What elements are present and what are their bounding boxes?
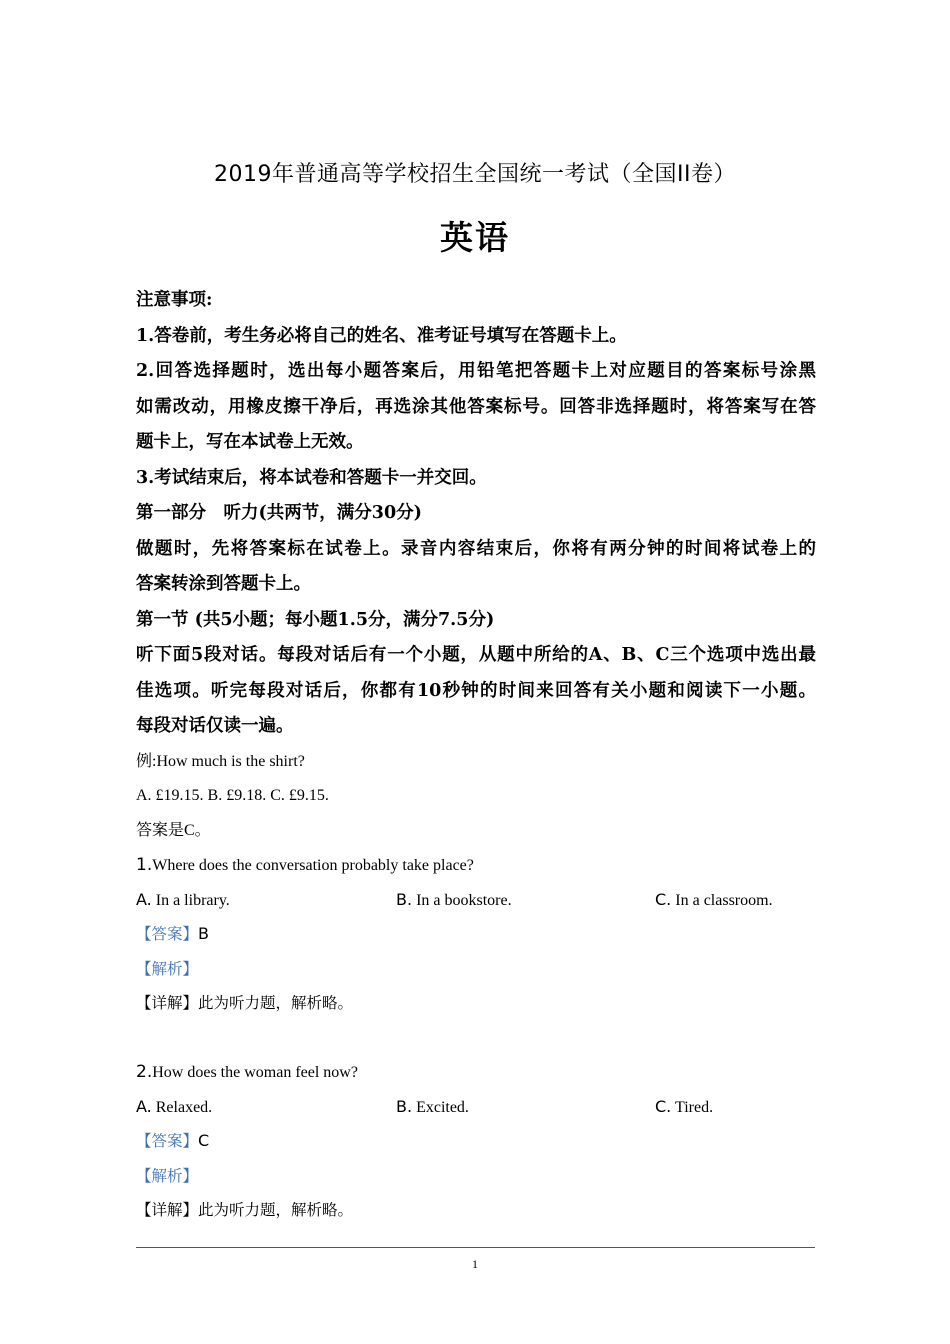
analysis-tag: 【解析】 <box>136 1166 199 1185</box>
question-1 <box>136 848 816 883</box>
answer-tag: 【答案】 <box>136 925 199 943</box>
detail-tag: 【详解】 <box>136 1201 199 1219</box>
detail-text: 此为听力题，解析略。 <box>198 1201 354 1219</box>
page-number: 1 <box>472 1257 478 1271</box>
option-a: A. In a library. <box>136 889 230 909</box>
part1-instruction-line-1: 做题时，先将答案标在试卷上。录音内容结束后，你将有两分钟的时间将试卷上的 <box>136 538 816 559</box>
footer-divider <box>136 1247 815 1248</box>
question-1-analysis <box>136 952 816 987</box>
question-2-detail <box>136 1193 816 1228</box>
notes-heading: 注意事项: <box>136 290 213 310</box>
option-b: B. Excited. <box>396 1096 469 1116</box>
spacer <box>136 1021 816 1056</box>
example-question: 例:How much is the shirt? <box>136 752 305 770</box>
question-text: How does the woman feel now? <box>152 1064 358 1081</box>
question-text: Where does the conversation probably take place? <box>152 857 474 874</box>
part1-instruction-line-2: 答案转涂到答题卡上。 <box>136 574 311 594</box>
notes-item-1: 1.答卷前，考生务必将自己的姓名、准考证号填写在答题卡上。 <box>136 325 627 346</box>
detail-text: 此为听力题，解析略。 <box>198 994 354 1012</box>
analysis-tag: 【解析】 <box>136 959 199 978</box>
page-content <box>136 283 816 1228</box>
section1-instruction-line-1: 听下面5段对话。每段对话后有一个小题，从题中所给的A、B、C三个选项中选出最 <box>136 645 816 665</box>
notes-item-3: 3.考试结束后，将本试卷和答题卡一并交回。 <box>136 467 487 488</box>
detail-tag: 【详解】 <box>136 994 199 1012</box>
subject-title: 英语 <box>440 218 510 257</box>
option-c: C. In a classroom. <box>655 889 773 909</box>
answer-value: C <box>198 1131 210 1150</box>
answer-value: B <box>198 924 209 943</box>
option-a: A. Relaxed. <box>136 1096 213 1116</box>
option-b: B. In a bookstore. <box>396 889 512 909</box>
part1-heading: 第一部分 听力(共两节，满分30分) <box>136 503 422 523</box>
question-2-analysis <box>136 1159 816 1194</box>
question-1-detail <box>136 986 816 1021</box>
section1-heading: 第一节 (共5小题；每小题1.5分，满分7.5分) <box>136 609 495 630</box>
example-answer: 答案是C。 <box>136 821 211 839</box>
notes-item-2-line-3: 题卡上，写在本试卷上无效。 <box>136 432 364 452</box>
question-number: 1. <box>136 855 153 875</box>
notes-item-2-line-2: 如需改动，用橡皮擦干净后，再选涂其他答案标号。回答非选择题时，将答案写在答 <box>136 396 816 417</box>
option-c: C. Tired. <box>655 1096 714 1116</box>
section1-instruction-line-2: 佳选项。听完每段对话后，你都有10秒钟的时间来回答有关小题和阅读下一小题。 <box>136 680 816 701</box>
section1-instruction-line-3: 每段对话仅读一遍。 <box>136 716 294 736</box>
question-number: 2. <box>136 1062 153 1082</box>
question-1-options <box>136 883 816 918</box>
question-2-options <box>136 1090 816 1125</box>
notes-item-2-line-1: 2.回答选择题时，选出每小题答案后，用铅笔把答题卡上对应题目的答案标号涂黑 <box>136 361 816 381</box>
example-options: A. £19.15. B. £9.18. C. £9.15. <box>136 787 329 804</box>
question-2-answer <box>136 1124 816 1159</box>
exam-title: 2019年普通高等学校招生全国统一考试（全国II卷） <box>214 162 736 187</box>
question-1-answer <box>136 917 816 952</box>
question-2 <box>136 1055 816 1090</box>
answer-tag: 【答案】 <box>136 1132 199 1150</box>
